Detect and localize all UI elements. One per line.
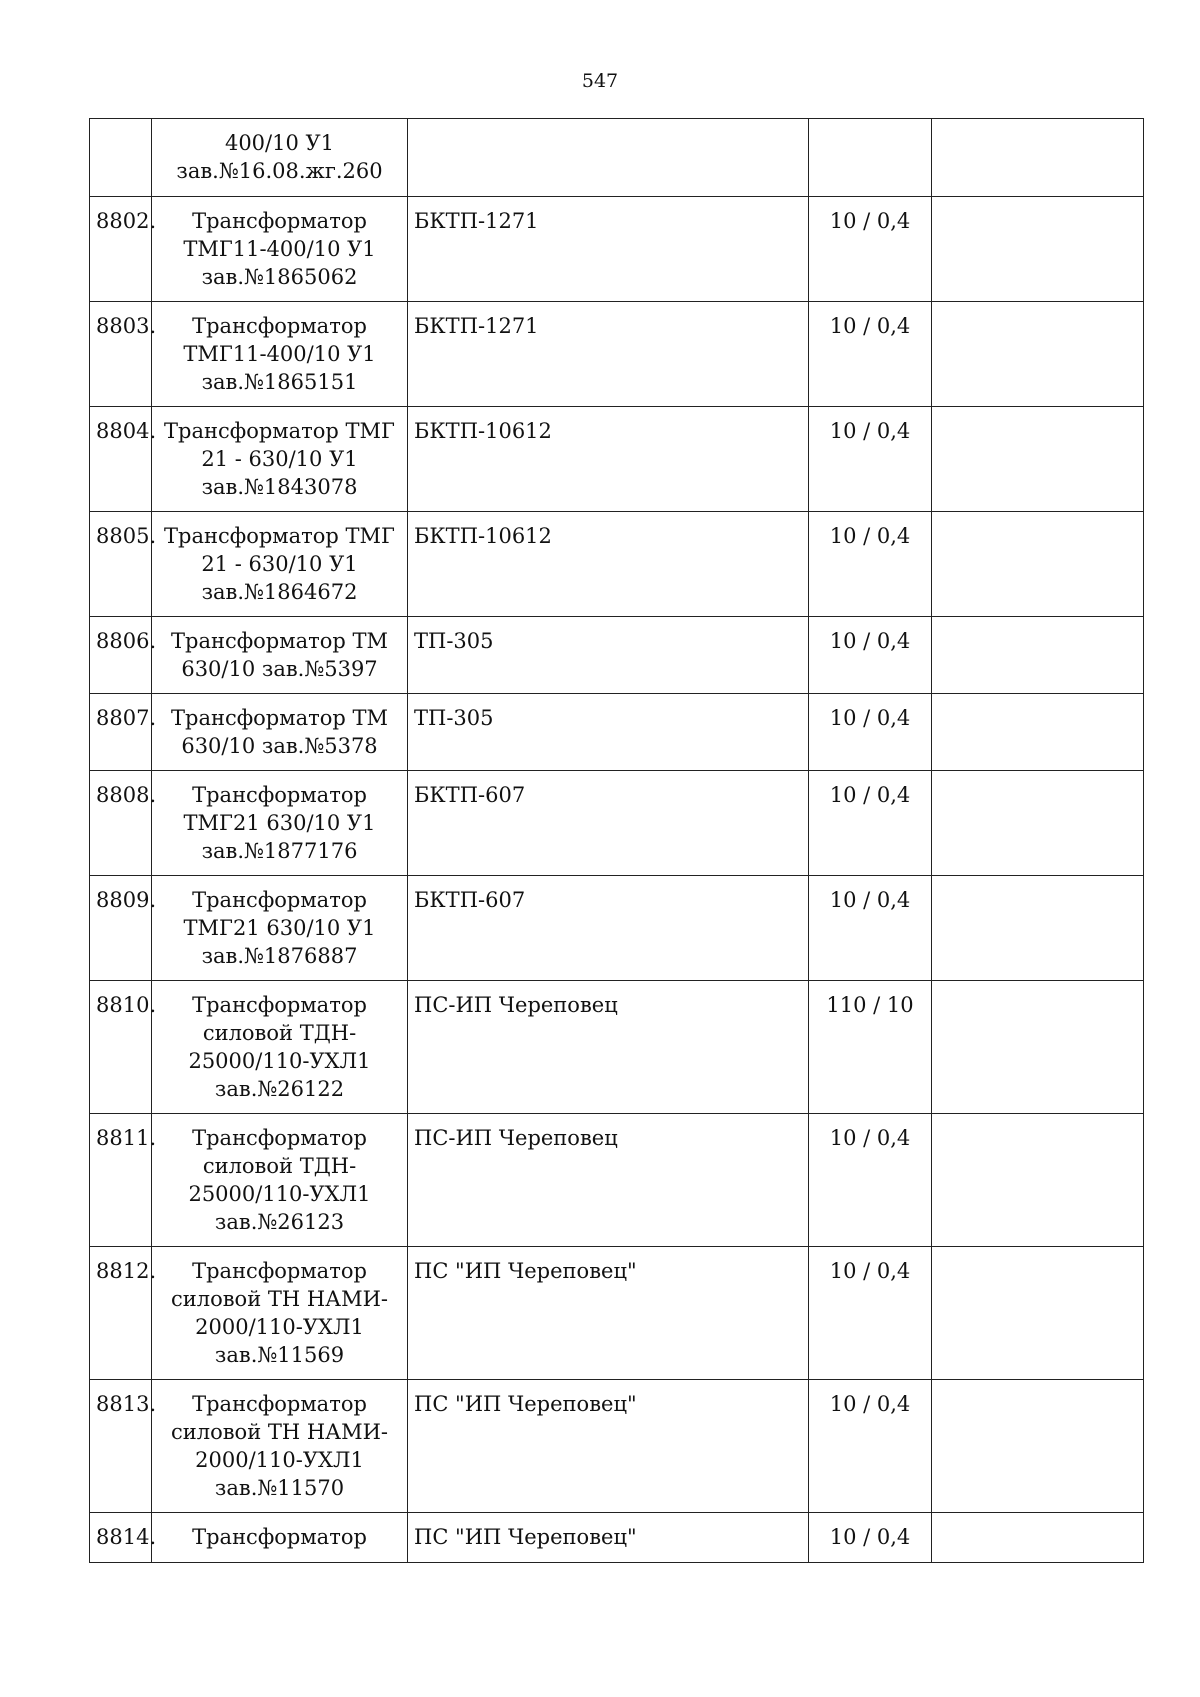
row-number: 8803. [90, 302, 152, 407]
equipment-name-line: Трансформатор [192, 1392, 367, 1416]
equipment-name [152, 771, 408, 876]
equipment-name [152, 1114, 408, 1247]
equipment-name-line: 2000/110-УХЛ1 [195, 1315, 364, 1339]
voltage-class: 10 / 0,4 [809, 407, 932, 512]
row-number: 8809. [90, 876, 152, 981]
voltage-class [809, 119, 932, 197]
extra-cell [932, 1513, 1144, 1563]
installation-location: БКТП-10612 [408, 512, 809, 617]
equipment-name-line: зав.№1865062 [201, 265, 358, 289]
equipment-name [152, 694, 408, 771]
equipment-name-line: зав.№26123 [214, 1210, 345, 1234]
voltage-class: 10 / 0,4 [809, 512, 932, 617]
equipment-name [152, 197, 408, 302]
equipment-name-line: Трансформатор [192, 314, 367, 338]
installation-location: БКТП-10612 [408, 407, 809, 512]
equipment-name [152, 1247, 408, 1380]
installation-location: ПС-ИП Череповец [408, 1114, 809, 1247]
equipment-name-line: зав.№11569 [214, 1343, 345, 1367]
equipment-name-line: 630/10 зав.№5378 [181, 734, 378, 758]
equipment-name-line: 630/10 зав.№5397 [181, 657, 378, 681]
row-number: 8802. [90, 197, 152, 302]
equipment-name-line: ТМГ11-400/10 У1 [183, 237, 376, 261]
row-number: 8810. [90, 981, 152, 1114]
installation-location: ТП-305 [408, 617, 809, 694]
equipment-name [152, 981, 408, 1114]
extra-cell [932, 302, 1144, 407]
equipment-table [89, 118, 1144, 1563]
equipment-table-body [90, 119, 1144, 1563]
installation-location: БКТП-1271 [408, 302, 809, 407]
equipment-name-line: зав.№11570 [214, 1476, 345, 1500]
voltage-class: 110 / 10 [809, 981, 932, 1114]
equipment-name [152, 302, 408, 407]
voltage-class: 10 / 0,4 [809, 197, 932, 302]
equipment-name [152, 876, 408, 981]
table-row [90, 1380, 1144, 1513]
table-row [90, 197, 1144, 302]
equipment-name [152, 1513, 408, 1563]
voltage-class: 10 / 0,4 [809, 1247, 932, 1380]
equipment-name-line: зав.№26122 [214, 1077, 345, 1101]
table-row [90, 981, 1144, 1114]
voltage-class: 10 / 0,4 [809, 771, 932, 876]
equipment-name-line: зав.№1864672 [201, 580, 358, 604]
voltage-class: 10 / 0,4 [809, 1114, 932, 1247]
equipment-name [152, 512, 408, 617]
equipment-name-line: зав.№16.08.жг.260 [176, 159, 383, 183]
row-number: 8814. [90, 1513, 152, 1563]
equipment-name [152, 407, 408, 512]
page-number: 547 [581, 70, 619, 92]
table-row [90, 512, 1144, 617]
equipment-name-line: Трансформатор [192, 1525, 367, 1549]
installation-location: БКТП-607 [408, 771, 809, 876]
installation-location [408, 119, 809, 197]
equipment-name-line: силовой ТДН- [202, 1154, 357, 1178]
equipment-name-line: силовой ТН НАМИ- [170, 1287, 388, 1311]
row-number: 8805. [90, 512, 152, 617]
table-row [90, 407, 1144, 512]
equipment-name-line: зав.№1877176 [201, 839, 358, 863]
row-number: 8808. [90, 771, 152, 876]
equipment-name-line: силовой ТН НАМИ- [170, 1420, 388, 1444]
table-row [90, 876, 1144, 981]
voltage-class: 10 / 0,4 [809, 1380, 932, 1513]
voltage-class: 10 / 0,4 [809, 876, 932, 981]
equipment-name-line: зав.№1843078 [201, 475, 358, 499]
extra-cell [932, 512, 1144, 617]
table-row [90, 771, 1144, 876]
equipment-name-line: 21 - 630/10 У1 [201, 447, 358, 471]
extra-cell [932, 1114, 1144, 1247]
row-number: 8804. [90, 407, 152, 512]
equipment-name-line: ТМГ21 630/10 У1 [183, 916, 376, 940]
equipment-name-line: силовой ТДН- [202, 1021, 357, 1045]
equipment-name [152, 1380, 408, 1513]
equipment-name [152, 119, 408, 197]
extra-cell [932, 876, 1144, 981]
table-row [90, 1114, 1144, 1247]
installation-location: ПС "ИП Череповец" [408, 1513, 809, 1563]
extra-cell [932, 119, 1144, 197]
table-row [90, 617, 1144, 694]
table-row [90, 1513, 1144, 1563]
installation-location: ПС "ИП Череповец" [408, 1247, 809, 1380]
equipment-name-line: зав.№1876887 [201, 944, 358, 968]
equipment-name-line: 25000/110-УХЛ1 [188, 1049, 371, 1073]
voltage-class: 10 / 0,4 [809, 694, 932, 771]
equipment-name-line: Трансформатор [192, 209, 367, 233]
table-row [90, 302, 1144, 407]
equipment-name-line: Трансформатор ТМ [171, 629, 388, 653]
equipment-name-line: Трансформатор ТМ [171, 706, 388, 730]
equipment-name-line: 25000/110-УХЛ1 [188, 1182, 371, 1206]
equipment-name-line: 21 - 630/10 У1 [201, 552, 358, 576]
extra-cell [932, 694, 1144, 771]
equipment-name-line: Трансформатор [192, 888, 367, 912]
installation-location: БКТП-1271 [408, 197, 809, 302]
extra-cell [932, 1380, 1144, 1513]
voltage-class: 10 / 0,4 [809, 302, 932, 407]
extra-cell [932, 617, 1144, 694]
extra-cell [932, 771, 1144, 876]
row-number: 8812. [90, 1247, 152, 1380]
extra-cell [932, 197, 1144, 302]
row-number: 8811. [90, 1114, 152, 1247]
equipment-name-line: Трансформатор ТМГ [164, 419, 395, 443]
row-number: 8806. [90, 617, 152, 694]
table-row [90, 119, 1144, 197]
equipment-name-line: ТМГ11-400/10 У1 [183, 342, 376, 366]
installation-location: ПС "ИП Череповец" [408, 1380, 809, 1513]
installation-location: ПС-ИП Череповец [408, 981, 809, 1114]
row-number: 8813. [90, 1380, 152, 1513]
equipment-name-line: 400/10 У1 [224, 131, 335, 155]
equipment-name [152, 617, 408, 694]
installation-location: ТП-305 [408, 694, 809, 771]
table-row [90, 1247, 1144, 1380]
voltage-class: 10 / 0,4 [809, 1513, 932, 1563]
equipment-name-line: зав.№1865151 [201, 370, 358, 394]
equipment-name-line: Трансформатор ТМГ [164, 524, 395, 548]
extra-cell [932, 1247, 1144, 1380]
equipment-name-line: Трансформатор [192, 993, 367, 1017]
equipment-name-line: Трансформатор [192, 1259, 367, 1283]
equipment-name-line: Трансформатор [192, 1126, 367, 1150]
equipment-name-line: 2000/110-УХЛ1 [195, 1448, 364, 1472]
row-number [90, 119, 152, 197]
row-number: 8807. [90, 694, 152, 771]
voltage-class: 10 / 0,4 [809, 617, 932, 694]
installation-location: БКТП-607 [408, 876, 809, 981]
extra-cell [932, 407, 1144, 512]
table-row [90, 694, 1144, 771]
equipment-name-line: ТМГ21 630/10 У1 [183, 811, 376, 835]
equipment-name-line: Трансформатор [192, 783, 367, 807]
extra-cell [932, 981, 1144, 1114]
